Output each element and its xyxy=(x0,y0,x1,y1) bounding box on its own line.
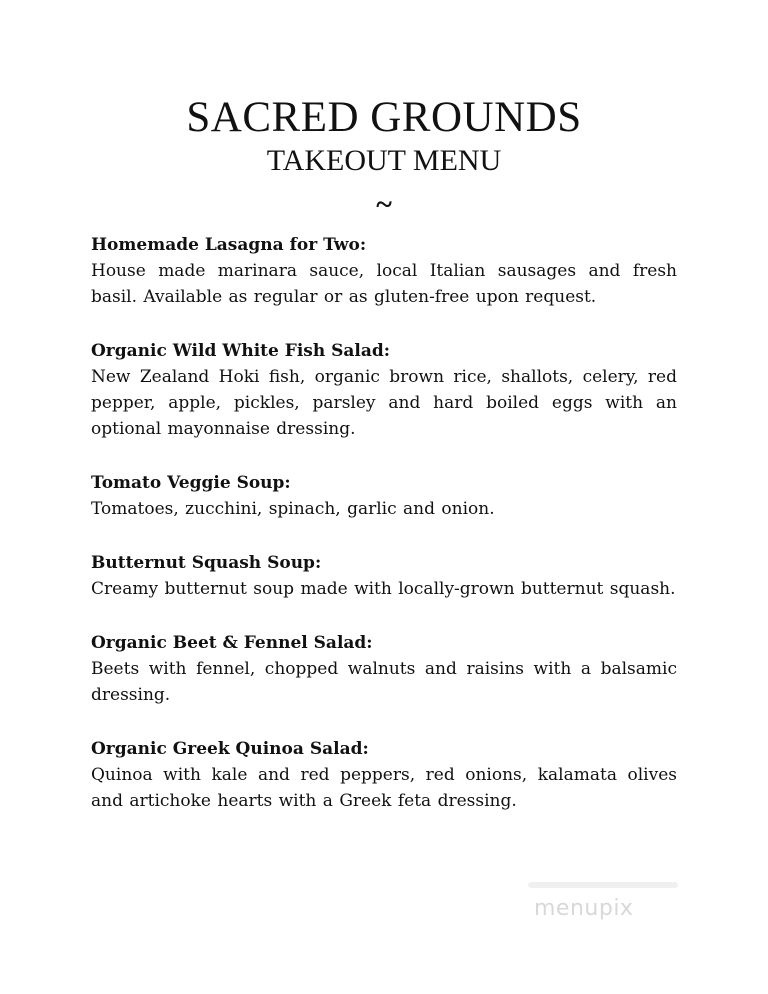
menu-item xyxy=(91,736,677,814)
menu-item-description: Creamy butternut soup made with locally-grown butternut squash. xyxy=(91,579,676,599)
menu-item-name: Homemade Lasagna for Two: xyxy=(91,235,367,255)
menu-item xyxy=(91,630,677,708)
menu-item-description: Tomatoes, zucchini, spinach, garlic and onion. xyxy=(91,499,495,519)
menu-item-name: Butternut Squash Soup: xyxy=(91,553,322,573)
menu-item-name: Organic Beet & Fennel Salad: xyxy=(91,633,373,653)
menu-item-description: House made marinara sauce, local Italian sausages and fresh basil. Available as regular or as gluten-free upon request. xyxy=(91,261,677,307)
menu-item xyxy=(91,338,677,442)
menu-item xyxy=(91,232,677,310)
menu-subtitle: TAKEOUT MENU xyxy=(266,144,502,177)
menu-item xyxy=(91,550,677,602)
menu-item-description: New Zealand Hoki fish, organic brown rice, shallots, celery, red pepper, apple, pickles, parsley and hard boiled eggs with an optional mayonnaise dressing. xyxy=(91,367,677,439)
restaurant-title: SACRED GROUNDS xyxy=(186,94,582,141)
menu-item-name: Organic Wild White Fish Salad: xyxy=(91,341,391,361)
menu-items-list xyxy=(91,232,677,842)
menu-item-name: Organic Greek Quinoa Salad: xyxy=(91,739,369,759)
tilde-divider: ~ xyxy=(376,188,392,221)
watermark-logo: menupix xyxy=(534,896,634,921)
menu-item-name: Tomato Veggie Soup: xyxy=(91,473,291,493)
menu-item-description: Quinoa with kale and red peppers, red onions, kalamata olives and artichoke hearts with a Greek feta dressing. xyxy=(91,765,677,811)
watermark-bar xyxy=(528,882,678,888)
menu-item xyxy=(91,470,677,522)
menu-item-description: Beets with fennel, chopped walnuts and raisins with a balsamic dressing. xyxy=(91,659,677,705)
